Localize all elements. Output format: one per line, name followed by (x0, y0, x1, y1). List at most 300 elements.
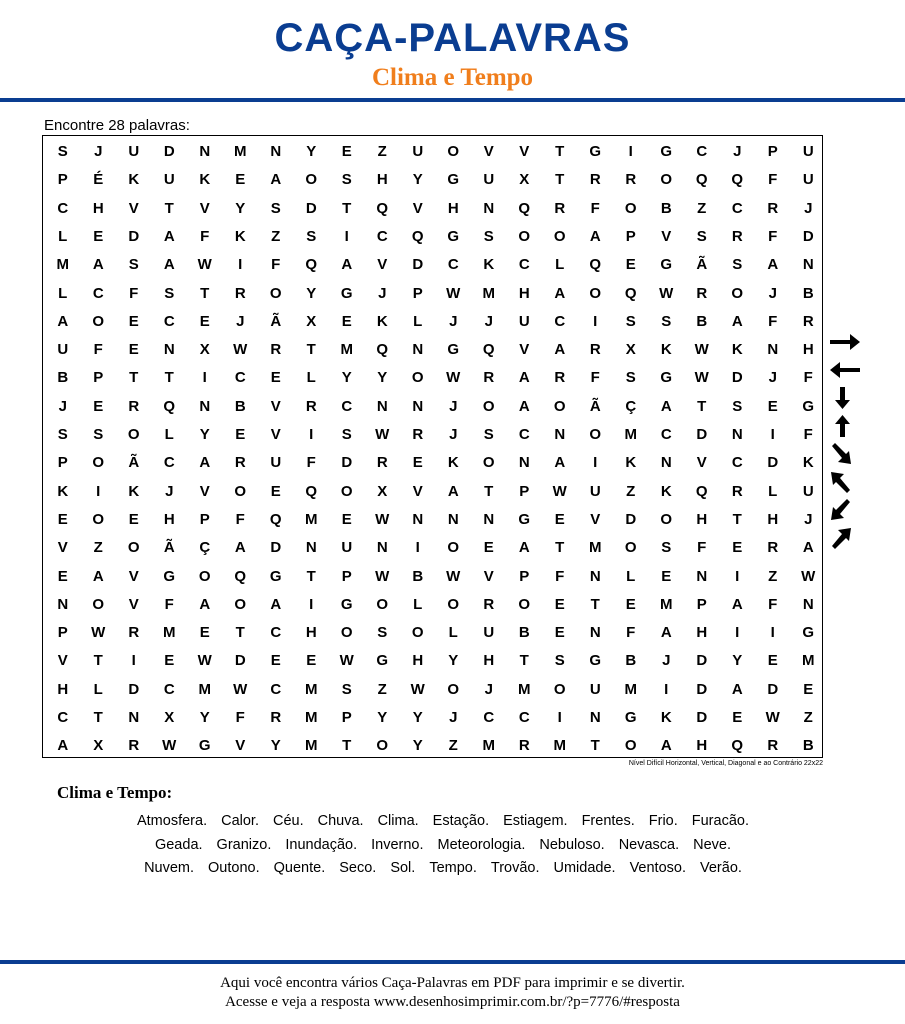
grid-letter[interactable]: T (200, 284, 210, 302)
grid-letter[interactable]: R (270, 709, 282, 726)
grid-letter[interactable]: Q (234, 567, 247, 585)
grid-letter[interactable]: E (732, 539, 743, 557)
grid-letter[interactable]: A (270, 595, 282, 613)
grid-letter[interactable]: W (694, 369, 709, 387)
grid-letter[interactable]: V (235, 737, 246, 755)
grid-letter[interactable]: R (270, 341, 282, 359)
grid-letter[interactable]: W (446, 284, 461, 302)
grid-letter[interactable]: W (694, 341, 709, 359)
grid-letter[interactable]: E (661, 567, 672, 585)
grid-letter[interactable]: M (163, 624, 176, 642)
grid-letter[interactable]: E (57, 510, 68, 528)
grid-letter[interactable]: G (660, 369, 673, 387)
grid-letter[interactable]: U (589, 482, 601, 500)
grid-letter[interactable]: P (93, 369, 104, 387)
grid-letter[interactable]: W (801, 567, 816, 585)
grid-letter[interactable]: J (768, 369, 777, 387)
grid-letter[interactable]: K (483, 256, 495, 274)
grid-letter[interactable]: U (128, 143, 140, 160)
grid-letter[interactable]: D (270, 539, 282, 557)
grid-letter[interactable]: P (341, 567, 352, 585)
grid-letter[interactable]: Z (803, 709, 813, 726)
grid-letter[interactable]: O (482, 454, 495, 472)
grid-letter[interactable]: I (593, 454, 598, 472)
grid-letter[interactable]: A (554, 454, 566, 472)
grid-letter[interactable]: F (803, 369, 813, 387)
grid-letter[interactable]: V (412, 199, 423, 217)
grid-letter[interactable]: O (624, 539, 637, 557)
grid-letter[interactable]: B (696, 312, 708, 330)
grid-letter[interactable]: R (376, 454, 388, 472)
grid-letter[interactable]: A (92, 256, 104, 274)
grid-letter[interactable]: G (802, 624, 815, 642)
grid-letter[interactable]: N (199, 143, 211, 160)
grid-letter[interactable]: C (518, 426, 530, 443)
grid-letter[interactable]: E (128, 510, 139, 528)
grid-letter[interactable]: W (552, 482, 567, 500)
grid-letter[interactable]: H (767, 510, 779, 528)
grid-letter[interactable]: Y (448, 652, 459, 670)
grid-letter[interactable]: Y (199, 426, 210, 443)
grid-letter[interactable]: N (731, 426, 743, 443)
grid-letter[interactable]: K (128, 482, 140, 500)
grid-letter[interactable]: Y (412, 171, 423, 189)
grid-letter[interactable]: U (802, 482, 814, 500)
grid-letter[interactable]: S (57, 426, 68, 443)
grid-letter[interactable]: N (447, 510, 459, 528)
grid-letter[interactable]: L (93, 680, 103, 698)
grid-letter[interactable]: S (270, 199, 281, 217)
grid-letter[interactable]: I (131, 652, 136, 670)
grid-letter[interactable]: G (624, 709, 637, 726)
grid-letter[interactable]: H (518, 284, 530, 302)
grid-letter[interactable]: T (555, 143, 565, 160)
grid-letter[interactable]: M (56, 256, 69, 274)
grid-letter[interactable]: E (164, 652, 175, 670)
grid-letter[interactable]: G (447, 227, 460, 245)
grid-letter[interactable]: V (128, 199, 139, 217)
grid-letter[interactable]: M (660, 595, 673, 613)
grid-letter[interactable]: K (376, 312, 388, 330)
grid-letter[interactable]: N (589, 567, 601, 585)
grid-letter[interactable]: E (270, 482, 281, 500)
grid-letter[interactable]: C (57, 199, 69, 217)
grid-letter[interactable]: V (270, 426, 281, 443)
grid-letter[interactable]: P (519, 482, 530, 500)
grid-letter[interactable]: K (199, 171, 211, 189)
grid-letter[interactable]: A (518, 369, 530, 387)
grid-letter[interactable]: A (660, 624, 672, 642)
grid-letter[interactable]: E (803, 680, 814, 698)
grid-letter[interactable]: O (411, 369, 424, 387)
grid-letter[interactable]: I (415, 539, 420, 557)
grid-letter[interactable]: T (306, 567, 316, 585)
grid-letter[interactable]: X (164, 709, 175, 726)
grid-letter[interactable]: S (93, 426, 104, 443)
grid-letter[interactable]: Z (697, 199, 707, 217)
grid-letter[interactable]: E (270, 369, 281, 387)
grid-letter[interactable]: V (199, 482, 210, 500)
grid-letter[interactable]: N (412, 397, 424, 415)
grid-letter[interactable]: W (375, 567, 390, 585)
grid-letter[interactable]: V (412, 482, 423, 500)
grid-letter[interactable]: Q (589, 256, 602, 274)
grid-letter[interactable]: D (234, 652, 246, 670)
grid-letter[interactable]: R (483, 369, 495, 387)
grid-letter[interactable]: X (199, 341, 210, 359)
grid-letter[interactable]: R (305, 397, 317, 415)
grid-letter[interactable]: T (306, 341, 316, 359)
grid-letter[interactable]: Ã (270, 312, 282, 330)
grid-letter[interactable]: U (270, 454, 282, 472)
grid-letter[interactable]: C (731, 454, 743, 472)
grid-letter[interactable]: V (483, 143, 494, 160)
grid-letter[interactable]: J (804, 199, 813, 217)
grid-letter[interactable]: O (92, 510, 105, 528)
grid-letter[interactable]: F (590, 369, 600, 387)
grid-letter[interactable]: L (448, 624, 458, 642)
grid-letter[interactable]: M (589, 539, 602, 557)
grid-letter[interactable]: J (236, 312, 245, 330)
grid-letter[interactable]: P (57, 454, 68, 472)
grid-letter[interactable]: A (518, 539, 530, 557)
grid-letter[interactable]: G (340, 595, 353, 613)
grid-letter[interactable]: J (449, 709, 458, 726)
grid-letter[interactable]: Y (306, 143, 317, 160)
grid-letter[interactable]: S (696, 227, 707, 245)
grid-letter[interactable]: N (163, 341, 175, 359)
grid-letter[interactable]: O (340, 624, 353, 642)
grid-letter[interactable]: R (767, 737, 779, 755)
grid-letter[interactable]: A (163, 227, 175, 245)
grid-letter[interactable]: A (554, 341, 566, 359)
grid-letter[interactable]: Ã (696, 256, 708, 274)
grid-letter[interactable]: E (341, 510, 352, 528)
grid-letter[interactable]: W (197, 652, 212, 670)
grid-letter[interactable]: X (519, 171, 530, 189)
grid-letter[interactable]: P (341, 709, 352, 726)
grid-letter[interactable]: C (518, 256, 530, 274)
grid-letter[interactable]: N (270, 143, 282, 160)
grid-letter[interactable]: U (518, 312, 530, 330)
grid-letter[interactable]: K (57, 482, 69, 500)
grid-letter[interactable]: O (447, 595, 460, 613)
grid-letter[interactable]: C (660, 426, 672, 443)
grid-letter[interactable]: T (555, 171, 565, 189)
grid-letter[interactable]: H (412, 652, 424, 670)
grid-letter[interactable]: P (57, 171, 68, 189)
grid-letter[interactable]: T (519, 652, 529, 670)
grid-letter[interactable]: S (554, 652, 565, 670)
grid-letter[interactable]: G (802, 397, 815, 415)
grid-letter[interactable]: B (234, 397, 246, 415)
grid-letter[interactable]: J (58, 397, 67, 415)
grid-letter[interactable]: Y (270, 737, 281, 755)
grid-letter[interactable]: F (768, 312, 778, 330)
grid-letter[interactable]: V (377, 256, 388, 274)
grid-letter[interactable]: A (589, 227, 601, 245)
grid-letter[interactable]: B (412, 567, 424, 585)
grid-letter[interactable]: V (519, 143, 530, 160)
grid-letter[interactable]: Q (482, 341, 495, 359)
grid-letter[interactable]: J (165, 482, 174, 500)
grid-letter[interactable]: F (306, 454, 316, 472)
grid-letter[interactable]: N (660, 454, 672, 472)
grid-letter[interactable]: Q (305, 482, 318, 500)
grid-letter[interactable]: M (305, 737, 318, 755)
grid-letter[interactable]: O (660, 510, 673, 528)
grid-letter[interactable]: O (376, 737, 389, 755)
grid-letter[interactable]: Ç (625, 397, 637, 415)
grid-letter[interactable]: R (412, 426, 424, 443)
grid-letter[interactable]: A (554, 284, 566, 302)
grid-letter[interactable]: W (233, 341, 248, 359)
grid-letter[interactable]: A (518, 397, 530, 415)
grid-letter[interactable]: W (162, 737, 177, 755)
grid-letter[interactable]: V (128, 567, 139, 585)
grid-letter[interactable]: R (767, 199, 779, 217)
grid-letter[interactable]: W (197, 256, 212, 274)
grid-letter[interactable]: M (624, 680, 637, 698)
grid-letter[interactable]: W (91, 624, 106, 642)
grid-letter[interactable]: R (483, 595, 495, 613)
grid-letter[interactable]: Y (412, 737, 423, 755)
grid-letter[interactable]: V (270, 397, 281, 415)
grid-letter[interactable]: S (306, 227, 317, 245)
grid-letter[interactable]: W (659, 284, 674, 302)
grid-letter[interactable]: Z (377, 143, 387, 160)
grid-letter[interactable]: H (696, 510, 708, 528)
grid-letter[interactable]: F (768, 595, 778, 613)
grid-letter[interactable]: I (628, 143, 633, 160)
grid-letter[interactable]: W (410, 680, 425, 698)
grid-letter[interactable]: R (234, 284, 246, 302)
grid-letter[interactable]: R (554, 199, 566, 217)
grid-letter[interactable]: E (554, 595, 565, 613)
grid-letter[interactable]: N (305, 539, 317, 557)
grid-letter[interactable]: E (341, 143, 352, 160)
grid-letter[interactable]: L (626, 567, 636, 585)
grid-letter[interactable]: I (202, 369, 207, 387)
grid-letter[interactable]: V (128, 595, 139, 613)
grid-letter[interactable]: A (731, 595, 743, 613)
grid-letter[interactable]: A (731, 680, 743, 698)
grid-letter[interactable]: Q (624, 284, 637, 302)
grid-letter[interactable]: R (767, 539, 779, 557)
grid-letter[interactable]: P (199, 510, 210, 528)
grid-letter[interactable]: E (128, 341, 139, 359)
grid-letter[interactable]: S (341, 426, 352, 443)
grid-letter[interactable]: F (555, 567, 565, 585)
grid-letter[interactable]: S (164, 284, 175, 302)
grid-letter[interactable]: G (660, 256, 673, 274)
grid-letter[interactable]: C (163, 680, 175, 698)
grid-letter[interactable]: E (199, 312, 210, 330)
grid-letter[interactable]: B (660, 199, 672, 217)
grid-letter[interactable]: A (92, 567, 104, 585)
grid-letter[interactable]: I (557, 709, 562, 726)
grid-letter[interactable]: O (92, 312, 105, 330)
grid-letter[interactable]: V (57, 652, 68, 670)
grid-letter[interactable]: H (802, 341, 814, 359)
grid-letter[interactable]: Z (93, 539, 103, 557)
grid-letter[interactable]: É (93, 171, 104, 189)
grid-letter[interactable]: J (449, 397, 458, 415)
grid-letter[interactable]: W (446, 369, 461, 387)
grid-letter[interactable]: T (93, 709, 103, 726)
grid-letter[interactable]: S (732, 256, 743, 274)
grid-letter[interactable]: Q (695, 482, 708, 500)
grid-letter[interactable]: Z (377, 680, 387, 698)
grid-letter[interactable]: H (163, 510, 175, 528)
grid-letter[interactable]: N (412, 341, 424, 359)
grid-letter[interactable]: I (770, 426, 775, 443)
grid-letter[interactable]: C (270, 680, 282, 698)
grid-letter[interactable]: I (309, 426, 314, 443)
grid-letter[interactable]: Y (732, 652, 743, 670)
grid-letter[interactable]: O (731, 284, 744, 302)
grid-letter[interactable]: S (661, 312, 672, 330)
grid-letter[interactable]: H (696, 624, 708, 642)
grid-letter[interactable]: M (305, 709, 318, 726)
grid-letter[interactable]: U (802, 143, 814, 160)
grid-letter[interactable]: E (270, 652, 281, 670)
grid-letter[interactable]: E (412, 454, 423, 472)
grid-letter[interactable]: S (483, 426, 494, 443)
grid-letter[interactable]: R (731, 227, 743, 245)
grid-letter[interactable]: E (767, 652, 778, 670)
grid-letter[interactable]: T (732, 510, 742, 528)
grid-letter[interactable]: A (341, 256, 353, 274)
grid-letter[interactable]: N (696, 567, 708, 585)
grid-letter[interactable]: N (518, 454, 530, 472)
grid-letter[interactable]: Z (448, 737, 458, 755)
grid-letter[interactable]: C (731, 199, 743, 217)
grid-letter[interactable]: Y (377, 369, 388, 387)
grid-letter[interactable]: I (770, 624, 775, 642)
grid-letter[interactable]: P (57, 624, 68, 642)
grid-letter[interactable]: J (484, 680, 493, 698)
grid-letter[interactable]: E (235, 171, 246, 189)
grid-letter[interactable]: V (483, 567, 494, 585)
grid-letter[interactable]: B (518, 624, 530, 642)
grid-letter[interactable]: M (518, 680, 531, 698)
grid-letter[interactable]: K (660, 482, 672, 500)
grid-letter[interactable]: Q (305, 256, 318, 274)
grid-letter[interactable]: I (735, 624, 740, 642)
grid-letter[interactable]: R (802, 312, 814, 330)
grid-letter[interactable]: T (93, 652, 103, 670)
grid-letter[interactable]: N (589, 709, 601, 726)
grid-letter[interactable]: A (199, 595, 211, 613)
grid-letter[interactable]: D (305, 199, 317, 217)
grid-letter[interactable]: Q (731, 171, 744, 189)
grid-letter[interactable]: Q (411, 227, 424, 245)
grid-letter[interactable]: W (339, 652, 354, 670)
grid-letter[interactable]: V (590, 510, 601, 528)
grid-letter[interactable]: E (625, 595, 636, 613)
grid-letter[interactable]: L (58, 284, 68, 302)
grid-letter[interactable]: I (664, 680, 669, 698)
grid-letter[interactable]: E (625, 256, 636, 274)
grid-letter[interactable]: Y (306, 284, 317, 302)
grid-letter[interactable]: J (449, 426, 458, 443)
grid-letter[interactable]: E (128, 312, 139, 330)
grid-letter[interactable]: E (554, 510, 565, 528)
grid-letter[interactable]: X (625, 341, 636, 359)
grid-letter[interactable]: O (518, 227, 531, 245)
grid-letter[interactable]: K (802, 454, 814, 472)
grid-letter[interactable]: J (804, 510, 813, 528)
grid-letter[interactable]: W (375, 510, 390, 528)
grid-letter[interactable]: C (554, 312, 566, 330)
grid-letter[interactable]: N (128, 709, 140, 726)
grid-letter[interactable]: O (553, 680, 566, 698)
grid-letter[interactable]: E (93, 227, 104, 245)
grid-letter[interactable]: C (234, 369, 246, 387)
grid-letter[interactable]: U (341, 539, 353, 557)
grid-letter[interactable]: J (449, 312, 458, 330)
grid-letter[interactable]: D (412, 256, 424, 274)
grid-letter[interactable]: T (342, 737, 352, 755)
grid-letter[interactable]: T (164, 369, 174, 387)
grid-letter[interactable]: G (589, 143, 602, 160)
grid-letter[interactable]: U (163, 171, 175, 189)
grid-letter[interactable]: X (93, 737, 104, 755)
grid-letter[interactable]: G (660, 143, 673, 160)
grid-letter[interactable]: R (589, 341, 601, 359)
grid-letter[interactable]: R (518, 737, 530, 755)
grid-letter[interactable]: Q (163, 397, 176, 415)
grid-letter[interactable]: O (624, 737, 637, 755)
grid-letter[interactable]: R (625, 171, 637, 189)
grid-letter[interactable]: M (305, 680, 318, 698)
grid-letter[interactable]: I (735, 567, 740, 585)
grid-letter[interactable]: S (377, 624, 388, 642)
grid-letter[interactable]: N (802, 256, 814, 274)
grid-letter[interactable]: N (376, 397, 388, 415)
grid-letter[interactable]: H (92, 199, 104, 217)
grid-letter[interactable]: T (129, 369, 139, 387)
grid-letter[interactable]: D (696, 680, 708, 698)
grid-letter[interactable]: R (128, 624, 140, 642)
grid-letter[interactable]: E (767, 397, 778, 415)
grid-letter[interactable]: A (447, 482, 459, 500)
grid-letter[interactable]: Z (271, 227, 281, 245)
grid-letter[interactable]: V (199, 199, 210, 217)
grid-letter[interactable]: F (235, 510, 245, 528)
grid-letter[interactable]: Y (377, 709, 388, 726)
grid-letter[interactable]: R (234, 454, 246, 472)
grid-letter[interactable]: H (305, 624, 317, 642)
grid-letter[interactable]: L (306, 369, 316, 387)
grid-letter[interactable]: Y (235, 199, 246, 217)
grid-letter[interactable]: P (625, 227, 636, 245)
grid-letter[interactable]: T (590, 595, 600, 613)
grid-letter[interactable]: Y (341, 369, 352, 387)
grid-letter[interactable]: O (589, 426, 602, 443)
grid-letter[interactable]: D (625, 510, 637, 528)
grid-letter[interactable]: G (447, 341, 460, 359)
grid-letter[interactable]: Ã (589, 397, 601, 415)
grid-letter[interactable]: V (519, 341, 530, 359)
grid-letter[interactable]: K (234, 227, 246, 245)
grid-letter[interactable]: R (589, 171, 601, 189)
grid-letter[interactable]: O (376, 595, 389, 613)
grid-letter[interactable]: O (447, 539, 460, 557)
grid-letter[interactable]: A (234, 539, 246, 557)
grid-letter[interactable]: O (447, 680, 460, 698)
